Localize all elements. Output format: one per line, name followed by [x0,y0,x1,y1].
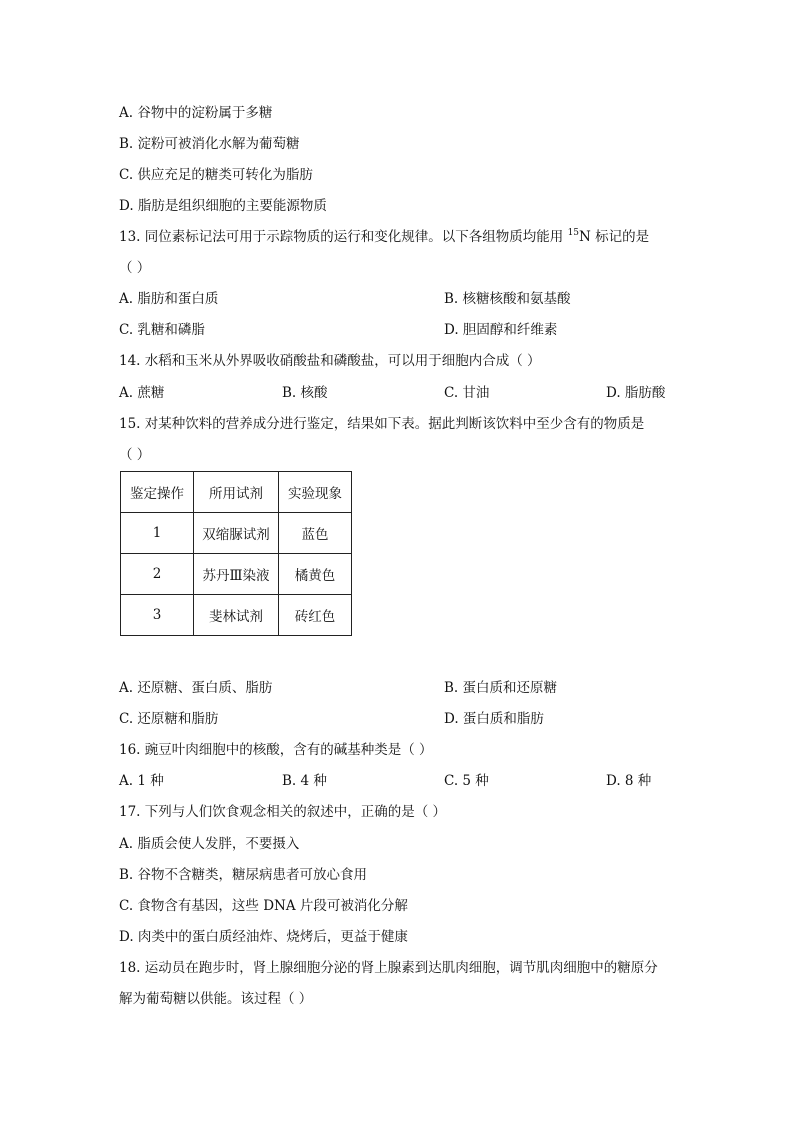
q16-options-row [119,772,679,790]
q16-option-a: A. 1 种 [119,773,164,789]
table-cell: 斐林试剂 [194,595,279,636]
table-row [121,595,352,636]
q15-options-row-2 [119,710,679,728]
table-cell: 蓝色 [279,513,352,554]
q15-option-b: B. 蛋白质和还原糖 [444,680,558,696]
table-cell: 双缩脲试剂 [194,513,279,554]
table-cell: 3 [121,595,194,636]
table-cell: 1 [121,513,194,554]
q15-option-c: C. 还原糖和脂肪 [119,711,219,727]
table-header-cell: 鉴定操作 [121,472,194,513]
identification-table [120,471,352,636]
q13-options-row-2 [119,321,679,339]
q18-stem-line-2: 解为葡萄糖以供能。该过程（ ） [119,991,313,1007]
q16-option-d: D. 8 种 [606,773,652,789]
q16-stem: 16. 豌豆叶肉细胞中的核酸，含有的碱基种类是（ ） [119,742,433,758]
q14-option-a: A. 蔗糖 [119,385,165,401]
q13-option-d: D. 胆固醇和纤维素 [444,322,558,338]
table-header-cell: 实验现象 [279,472,352,513]
q12-option-d: D. 脂肪是组织细胞的主要能源物质 [119,198,327,214]
q13-option-a: A. 脂肪和蛋白质 [119,291,219,307]
q16-option-c: C. 5 种 [444,773,489,789]
q14-options-row [119,384,679,402]
q14-option-c: C. 甘油 [444,385,490,401]
q17-stem: 17. 下列与人们饮食观念相关的叙述中，正确的是（ ） [119,804,447,820]
q12-option-c: C. 供应充足的糖类可转化为脂肪 [119,167,313,183]
q17-option-b: B. 谷物不含糖类，糖尿病患者可放心食用 [119,867,368,883]
q15-option-d: D. 蛋白质和脂肪 [444,711,544,727]
table-cell: 砖红色 [279,595,352,636]
q13-options-row-1 [119,290,679,308]
q12-option-a: A. 谷物中的淀粉属于多糖 [119,105,273,121]
q12-option-b: B. 淀粉可被消化水解为葡萄糖 [119,136,300,152]
q15-answer-paren: （ ） [119,447,151,463]
table-row [121,554,352,595]
table-row [121,513,352,554]
q16-option-b: B. 4 种 [282,773,327,789]
q17-option-d: D. 肉类中的蛋白质经油炸、烧烤后，更益于健康 [119,929,408,945]
q13-isotope-superscript: 15 [567,228,580,238]
q13-stem [119,228,649,246]
table-header-row [121,472,352,513]
q14-stem: 14. 水稻和玉米从外界吸收硝酸盐和磷酸盐，可以用于细胞内合成（ ） [119,353,541,369]
q15-stem: 15. 对某种饮料的营养成分进行鉴定，结果如下表。据此判断该饮料中至少含有的物质是 [119,416,645,432]
q15-options-row-1 [119,679,679,697]
q13-stem-after: N 标记的是 [579,229,650,245]
table-header-cell: 所用试剂 [194,472,279,513]
q17-option-c: C. 食物含有基因，这些 DNA 片段可被消化分解 [119,898,408,914]
q13-option-b: B. 核糖核酸和氨基酸 [444,291,571,307]
q18-stem-line-1: 18. 运动员在跑步时，肾上腺细胞分泌的肾上腺素到达肌肉细胞，调节肌肉细胞中的糖原分 [119,960,658,976]
q13-answer-paren: （ ） [119,260,151,276]
q13-option-c: C. 乳糖和磷脂 [119,322,205,338]
table-cell: 苏丹Ⅲ染液 [194,554,279,595]
q17-option-a: A. 脂质会使人发胖，不要摄入 [119,836,300,852]
q15-option-a: A. 还原糖、蛋白质、脂肪 [119,680,273,696]
table-cell: 2 [121,554,194,595]
q13-stem-before: 13. 同位素标记法可用于示踪物质的运行和变化规律。以下各组物质均能用 [119,229,568,245]
table-cell: 橘黄色 [279,554,352,595]
q14-option-b: B. 核酸 [282,385,328,401]
q14-option-d: D. 脂肪酸 [606,385,666,401]
